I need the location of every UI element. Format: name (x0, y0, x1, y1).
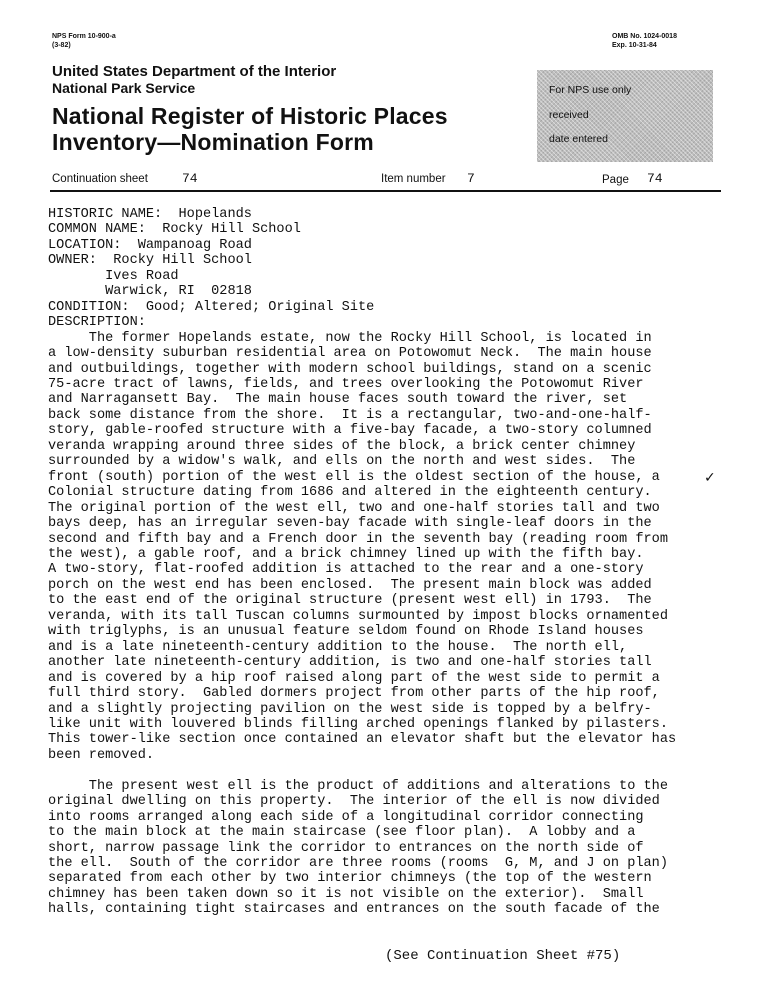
page-value: 74 (647, 171, 663, 186)
text-line: original dwelling on this property. The interior of the ell is now divided (48, 794, 660, 810)
text-line: to the main block at the main staircase (see floor plan). A lobby and a (48, 825, 636, 841)
text-line: separated from each other by two interior chimneys (the top of the western (48, 871, 652, 887)
text-line: This tower-like section once contained an elevator shaft but the elevator has (48, 732, 677, 748)
item-number-label: Item number (381, 173, 446, 185)
historic-name-field: HISTORIC NAME: Hopelands (48, 207, 252, 222)
continuation-sheet-label: Continuation sheet (52, 173, 148, 185)
text-line: The former Hopelands estate, now the Rocky Hill School, is located in (48, 330, 652, 346)
description-paragraph-2 (48, 779, 748, 918)
omb-number: OMB No. 1024-0018 (612, 33, 677, 40)
text-line: front (south) portion of the west ell is the oldest section of the house, a (48, 469, 660, 485)
condition-field: CONDITION: Good; Altered; Original Site (48, 299, 375, 315)
text-line: with triglyphs, is an unusual feature seldom found on Rhode Island houses (48, 624, 644, 640)
department-name: United States Department of the Interior (52, 63, 337, 80)
text-line: to the east end of the original structure (present west ell) in 1793. The (48, 593, 652, 609)
text-line: back some distance from the shore. It is a rectangular, two-and-one-half- (48, 407, 652, 423)
text-line: into rooms arranged along each side of a longitudinal corridor connecting (48, 809, 644, 825)
service-name: National Park Service (52, 80, 196, 96)
received-label: received (549, 109, 589, 121)
text-line: and a slightly projecting pavilion on the west side is topped by a belfry- (48, 701, 652, 717)
text-line: the ell. South of the corridor are three rooms (rooms G, M, and J on plan) (48, 856, 668, 872)
page-label: Page (602, 174, 629, 186)
continuation-footer: (See Continuation Sheet #75) (385, 948, 621, 964)
text-line: veranda wrapping around three sides of the block, a brick center chimney (48, 438, 636, 454)
expiration-date: Exp. 10-31-84 (612, 42, 657, 49)
text-line: and is covered by a hip roof raised along part of the west side to permit a (48, 670, 660, 686)
owner-address-line: Ives Road (48, 268, 179, 284)
owner-field: OWNER: Rocky Hill School (48, 253, 252, 269)
form-number: NPS Form 10-900-a (52, 33, 116, 40)
common-name-field: COMMON NAME: Rocky Hill School (48, 222, 301, 238)
text-line: like unit with louvered blinds filling arched openings flanked by pilasters. (48, 716, 668, 732)
continuation-sheet-value: 74 (182, 171, 198, 186)
text-line: and is a late nineteenth-century addition to the house. The north ell, (48, 639, 628, 655)
text-line: A two-story, flat-roofed addition is attached to the rear and a one-story (48, 562, 644, 578)
nps-use-only-box (537, 70, 713, 162)
text-line: a low-density suburban residential area on Potowomut Neck. The main house (48, 346, 652, 362)
text-line: The original portion of the west ell, two and one-half stories tall and two (48, 500, 660, 516)
text-line: another late nineteenth-century addition, is two and one-half stories tall (48, 655, 652, 671)
text-line: been removed. (48, 747, 155, 763)
text-line: porch on the west end has been enclosed. The present main block was added (48, 577, 652, 593)
owner-address-line: Warwick, RI 02818 (48, 284, 252, 300)
description-label: DESCRIPTION: (48, 315, 146, 331)
text-line: the west), a gable roof, and a brick chimney lined up with the fifth bay. (48, 546, 644, 562)
description-paragraph-1 (48, 331, 748, 764)
nps-use-only-label: For NPS use only (549, 84, 632, 96)
paragraph-spacer (48, 763, 748, 778)
text-line: chimney has been taken down so it is not visible on the exterior). Small (48, 886, 644, 902)
text-line: second and fifth bay and a French door in the seventh bay (reading room from (48, 531, 668, 547)
form-title-line2: Inventory—Nomination Form (52, 129, 374, 155)
text-line: short, narrow passage link the corridor to entrances on the north side of (48, 840, 644, 856)
header-rule (50, 190, 721, 192)
text-line: veranda, with its tall Tuscan columns surmounted by impost blocks ornamented (48, 608, 668, 624)
text-line: surrounded by a widow's walk, and ells on the north and west sides. The (48, 454, 636, 470)
text-line: bays deep, has an irregular seven-bay facade with single-leaf doors in the (48, 516, 652, 532)
item-number-value: 7 (467, 171, 475, 186)
document-body (48, 207, 748, 918)
handwritten-check-icon: ✓ (704, 470, 716, 486)
text-line: and Narragansett Bay. The main house faces south toward the river, set (48, 392, 628, 408)
text-line: The present west ell is the product of additions and alterations to the (48, 778, 668, 794)
text-line: full third story. Gabled dormers project from other parts of the hip roof, (48, 686, 660, 702)
form-title-line1: National Register of Historic Places (52, 103, 448, 129)
text-line: and outbuildings, together with modern school buildings, stand on a scenic (48, 361, 652, 377)
date-entered-label: date entered (549, 133, 608, 145)
location-field: LOCATION: Wampanoag Road (48, 237, 252, 253)
form-date: (3-82) (52, 42, 71, 49)
text-line: 75-acre tract of lawns, fields, and trees overlooking the Potowomut River (48, 376, 644, 392)
text-line: halls, containing tight staircases and entrances on the south facade of the (48, 902, 660, 918)
text-line: Colonial structure dating from 1686 and altered in the eighteenth century. (48, 485, 652, 501)
text-line: story, gable-roofed structure with a five-bay facade, a two-story columned (48, 423, 652, 439)
